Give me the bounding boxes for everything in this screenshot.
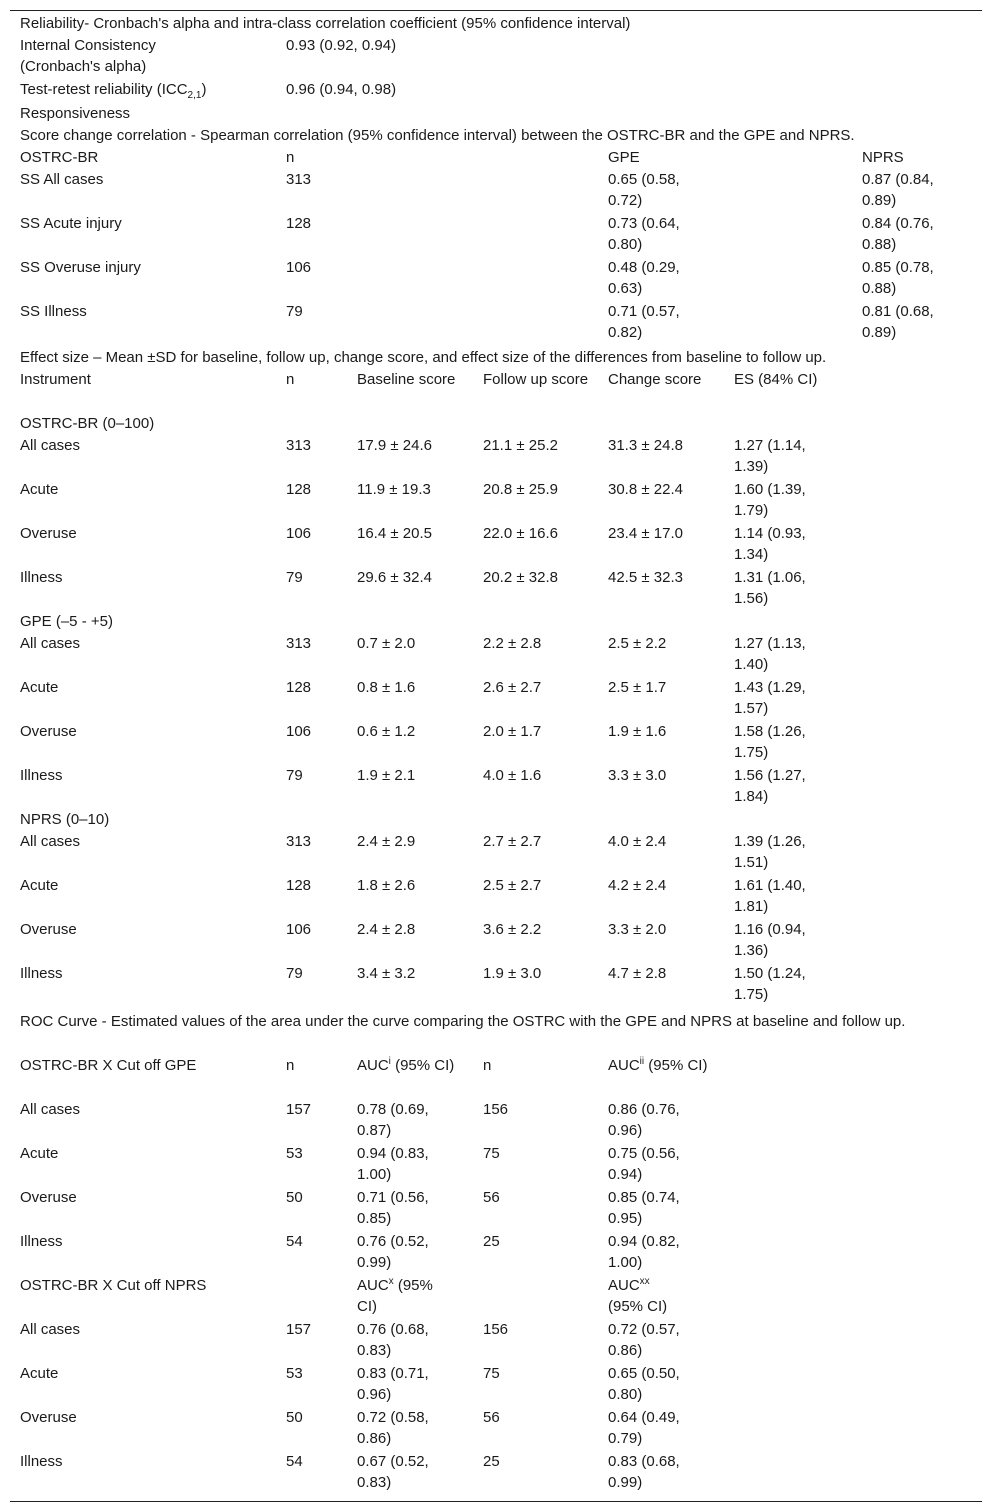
table-cell: 2.5 ± 2.2 [608, 635, 667, 652]
table-cell: 2.5 ± 2.7 [483, 877, 542, 894]
table-cell: 1.16 (0.94, 1.36) [734, 921, 806, 959]
row-label: Illness [20, 1453, 63, 1470]
table-cell: 79 [286, 965, 303, 982]
column-header: n [286, 371, 295, 388]
row-label: Overuse [20, 1409, 77, 1426]
table-cell: 128 [286, 679, 312, 696]
table-cell: 1.31 (1.06, 1.56) [734, 569, 806, 607]
table-cell: 0.7 ± 2.0 [357, 635, 416, 652]
table-cell: 106 [286, 525, 312, 542]
row-label: Overuse [20, 1189, 77, 1206]
table-cell: 2.4 ± 2.9 [357, 833, 416, 850]
column-header: n [286, 1057, 295, 1074]
column-header: AUC$^{ii}$ (95% CI) [608, 1056, 708, 1074]
row-label: Acute [20, 1365, 59, 1382]
row-label: Overuse [20, 921, 77, 938]
table-cell: 1.9 ± 3.0 [483, 965, 542, 982]
table-cell: 2.6 ± 2.7 [483, 679, 542, 696]
table-cell: 17.9 ± 24.6 [357, 437, 432, 454]
table-cell: 1.43 (1.29, 1.57) [734, 679, 806, 717]
table-cell: 56 [483, 1189, 500, 1206]
table-cell: 29.6 ± 32.4 [357, 569, 432, 586]
gpe-correlation: 0.65 (0.58, 0.72) [608, 171, 680, 209]
roc-heading: ROC Curve - Estimated values of the area under the curve comparing the OSTRC with the GPE and NPRS at baseline and follow up. [20, 1013, 906, 1030]
table-cell: 30.8 ± 22.4 [608, 481, 683, 498]
internal-consistency-label: Internal Consistency (Cronbach's alpha) [20, 37, 156, 75]
table-cell: 4.0 ± 1.6 [483, 767, 542, 784]
table-cell: 0.86 (0.76, 0.96) [608, 1101, 680, 1139]
results-table [10, 10, 982, 1502]
table-cell: 0.6 ± 1.2 [357, 723, 416, 740]
internal-consistency-value: 0.93 (0.92, 0.94) [286, 37, 397, 54]
table-cell: 1.9 ± 1.6 [608, 723, 667, 740]
table-cell: 1.27 (1.13, 1.40) [734, 635, 806, 673]
row-label: All cases [20, 437, 81, 454]
table-cell: 3.4 ± 3.2 [357, 965, 416, 982]
column-header: Baseline score [357, 371, 456, 388]
column-header: n [286, 149, 295, 166]
table-cell: 1.56 (1.27, 1.84) [734, 767, 806, 805]
row-label: Overuse [20, 525, 77, 542]
nprs-correlation: 0.81 (0.68, 0.89) [862, 303, 934, 341]
nprs-correlation: 0.84 (0.76, 0.88) [862, 215, 934, 253]
table-cell: 50 [286, 1189, 303, 1206]
table-cell: 20.8 ± 25.9 [483, 481, 558, 498]
table-cell: 75 [483, 1145, 500, 1162]
table-cell: 106 [286, 723, 312, 740]
column-header: n [483, 1057, 492, 1074]
gpe-correlation: 0.48 (0.29, 0.63) [608, 259, 680, 297]
row-label: SS Overuse injury [20, 259, 141, 276]
reliability-heading: Reliability- Cronbach's alpha and intra-class correlation coefficient (95% confidence interval) [20, 15, 631, 32]
row-label: SS Illness [20, 303, 87, 320]
column-header: Instrument [20, 371, 91, 388]
row-label: All cases [20, 1321, 81, 1338]
responsiveness-heading: Responsiveness [20, 105, 131, 122]
table-cell: 1.9 ± 2.1 [357, 767, 416, 784]
table-cell: 23.4 ± 17.0 [608, 525, 683, 542]
table-cell: 0.83 (0.68, 0.99) [608, 1453, 680, 1491]
table-cell: 0.64 (0.49, 0.79) [608, 1409, 680, 1447]
table-cell: 1.14 (0.93, 1.34) [734, 525, 806, 563]
table-cell: 2.7 ± 2.7 [483, 833, 542, 850]
table-cell: 11.9 ± 19.3 [357, 481, 431, 498]
column-header: OSTRC-BR X Cut off GPE [20, 1057, 197, 1074]
effect-size-heading: Effect size – Mean ±SD for baseline, follow up, change score, and effect size of the differences from baseline to follow up. [20, 349, 827, 366]
table-cell: 79 [286, 569, 303, 586]
column-header: (95% CI) [608, 1298, 668, 1315]
row-label: All cases [20, 1101, 81, 1118]
table-cell: 0.71 (0.56, 0.85) [357, 1189, 429, 1227]
table-cell: 0.83 (0.71, 0.96) [357, 1365, 429, 1403]
row-label: Acute [20, 877, 59, 894]
nprs-correlation: 0.85 (0.78, 0.88) [862, 259, 934, 297]
n-value: 128 [286, 215, 312, 232]
table-cell: 21.1 ± 25.2 [483, 437, 558, 454]
column-header: AUC$^{xx}$ [608, 1276, 650, 1294]
table-cell: 0.76 (0.52, 0.99) [357, 1233, 429, 1271]
column-header: Change score [608, 371, 702, 388]
table-cell: 31.3 ± 24.8 [608, 437, 683, 454]
table-cell: 20.2 ± 32.8 [483, 569, 558, 586]
table-cell: 0.76 (0.68, 0.83) [357, 1321, 429, 1359]
table-cell: 0.72 (0.58, 0.86) [357, 1409, 429, 1447]
column-header: Follow up score [483, 371, 589, 388]
table-cell: 157 [286, 1321, 312, 1338]
table-cell: 0.75 (0.56, 0.94) [608, 1145, 680, 1183]
table-cell: 56 [483, 1409, 500, 1426]
table-cell: 1.58 (1.26, 1.75) [734, 723, 806, 761]
table-cell: 313 [286, 635, 312, 652]
gpe-correlation: 0.71 (0.57, 0.82) [608, 303, 680, 341]
row-label: Acute [20, 1145, 59, 1162]
test-retest-value: 0.96 (0.94, 0.98) [286, 81, 397, 98]
n-value: 79 [286, 303, 303, 320]
column-header: AUC$^x$ (95% CI) [357, 1276, 433, 1315]
table-cell: 128 [286, 481, 312, 498]
table-cell: 2.4 ± 2.8 [357, 921, 416, 938]
group-label: OSTRC-BR (0–100) [20, 415, 155, 432]
row-label: All cases [20, 635, 81, 652]
table-cell: 106 [286, 921, 312, 938]
column-header: ES (84% CI) [734, 371, 818, 388]
test-retest-close: ) [201, 81, 207, 98]
column-header: NPRS [862, 149, 904, 166]
table-cell: 50 [286, 1409, 303, 1426]
table-cell: 1.60 (1.39, 1.79) [734, 481, 806, 519]
gpe-correlation: 0.73 (0.64, 0.80) [608, 215, 680, 253]
table-cell: 1.39 (1.26, 1.51) [734, 833, 806, 871]
table-cell: 1.27 (1.14, 1.39) [734, 437, 806, 475]
row-label: Illness [20, 569, 63, 586]
table-cell: 0.78 (0.69, 0.87) [357, 1101, 429, 1139]
row-label: SS All cases [20, 171, 104, 188]
table-cell: 79 [286, 767, 303, 784]
n-value: 313 [286, 171, 312, 188]
table-cell: 3.6 ± 2.2 [483, 921, 542, 938]
table-cell: 1.61 (1.40, 1.81) [734, 877, 806, 915]
table-cell: 2.0 ± 1.7 [483, 723, 542, 740]
table-cell: 1.50 (1.24, 1.75) [734, 965, 806, 1003]
table-cell: 0.72 (0.57, 0.86) [608, 1321, 680, 1359]
row-label: Illness [20, 965, 63, 982]
table-cell: 0.94 (0.83, 1.00) [357, 1145, 429, 1183]
icc-subscript: 2,1 [187, 90, 202, 101]
n-value: 106 [286, 259, 312, 276]
table-cell: 42.5 ± 32.3 [608, 569, 683, 586]
table-cell: 313 [286, 833, 312, 850]
table-cell: 16.4 ± 20.5 [357, 525, 432, 542]
table-cell: 0.94 (0.82, 1.00) [608, 1233, 680, 1271]
table-cell: 2.5 ± 1.7 [608, 679, 667, 696]
table-cell: 25 [483, 1453, 500, 1470]
group-label: GPE (–5 - +5) [20, 613, 113, 630]
table-cell: 4.7 ± 2.8 [608, 965, 667, 982]
table-cell: 53 [286, 1365, 303, 1382]
table-cell: 156 [483, 1101, 509, 1118]
table-cell: 0.8 ± 1.6 [357, 679, 416, 696]
column-header: AUC$^i$ (95% CI) [357, 1056, 455, 1074]
table-cell: 157 [286, 1101, 312, 1118]
table-cell: 25 [483, 1233, 500, 1250]
table-cell: 75 [483, 1365, 500, 1382]
table-cell: 313 [286, 437, 312, 454]
test-retest-label [20, 79, 280, 100]
row-label: SS Acute injury [20, 215, 122, 232]
table-cell: 4.0 ± 2.4 [608, 833, 667, 850]
table-cell: 54 [286, 1233, 303, 1250]
table-cell: 54 [286, 1453, 303, 1470]
table-cell: 1.8 ± 2.6 [357, 877, 416, 894]
table-cell: 128 [286, 877, 312, 894]
row-label: Overuse [20, 723, 77, 740]
test-retest-text: Test-retest reliability (ICC [20, 81, 188, 98]
table-cell: 4.2 ± 2.4 [608, 877, 667, 894]
column-header: GPE [608, 149, 640, 166]
group-label: NPRS (0–10) [20, 811, 110, 828]
row-label: Acute [20, 679, 59, 696]
table-cell: 2.2 ± 2.8 [483, 635, 542, 652]
table-cell: 3.3 ± 3.0 [608, 767, 667, 784]
table-cell: 53 [286, 1145, 303, 1162]
table-cell: 156 [483, 1321, 509, 1338]
row-label: Acute [20, 481, 59, 498]
row-label: Illness [20, 1233, 63, 1250]
score-change-heading: Score change correlation - Spearman correlation (95% confidence interval) between the OSTRC-BR and the GPE and NPRS. [20, 127, 855, 144]
nprs-correlation: 0.87 (0.84, 0.89) [862, 171, 934, 209]
column-header: OSTRC-BR [20, 149, 99, 166]
table-cell: 22.0 ± 16.6 [483, 525, 558, 542]
table-cell: 3.3 ± 2.0 [608, 921, 667, 938]
row-label: All cases [20, 833, 81, 850]
row-label: Illness [20, 767, 63, 784]
table-cell: 0.65 (0.50, 0.80) [608, 1365, 680, 1403]
column-header: OSTRC-BR X Cut off NPRS [20, 1277, 207, 1294]
table-cell: 0.67 (0.52, 0.83) [357, 1453, 429, 1491]
table-cell: 0.85 (0.74, 0.95) [608, 1189, 680, 1227]
